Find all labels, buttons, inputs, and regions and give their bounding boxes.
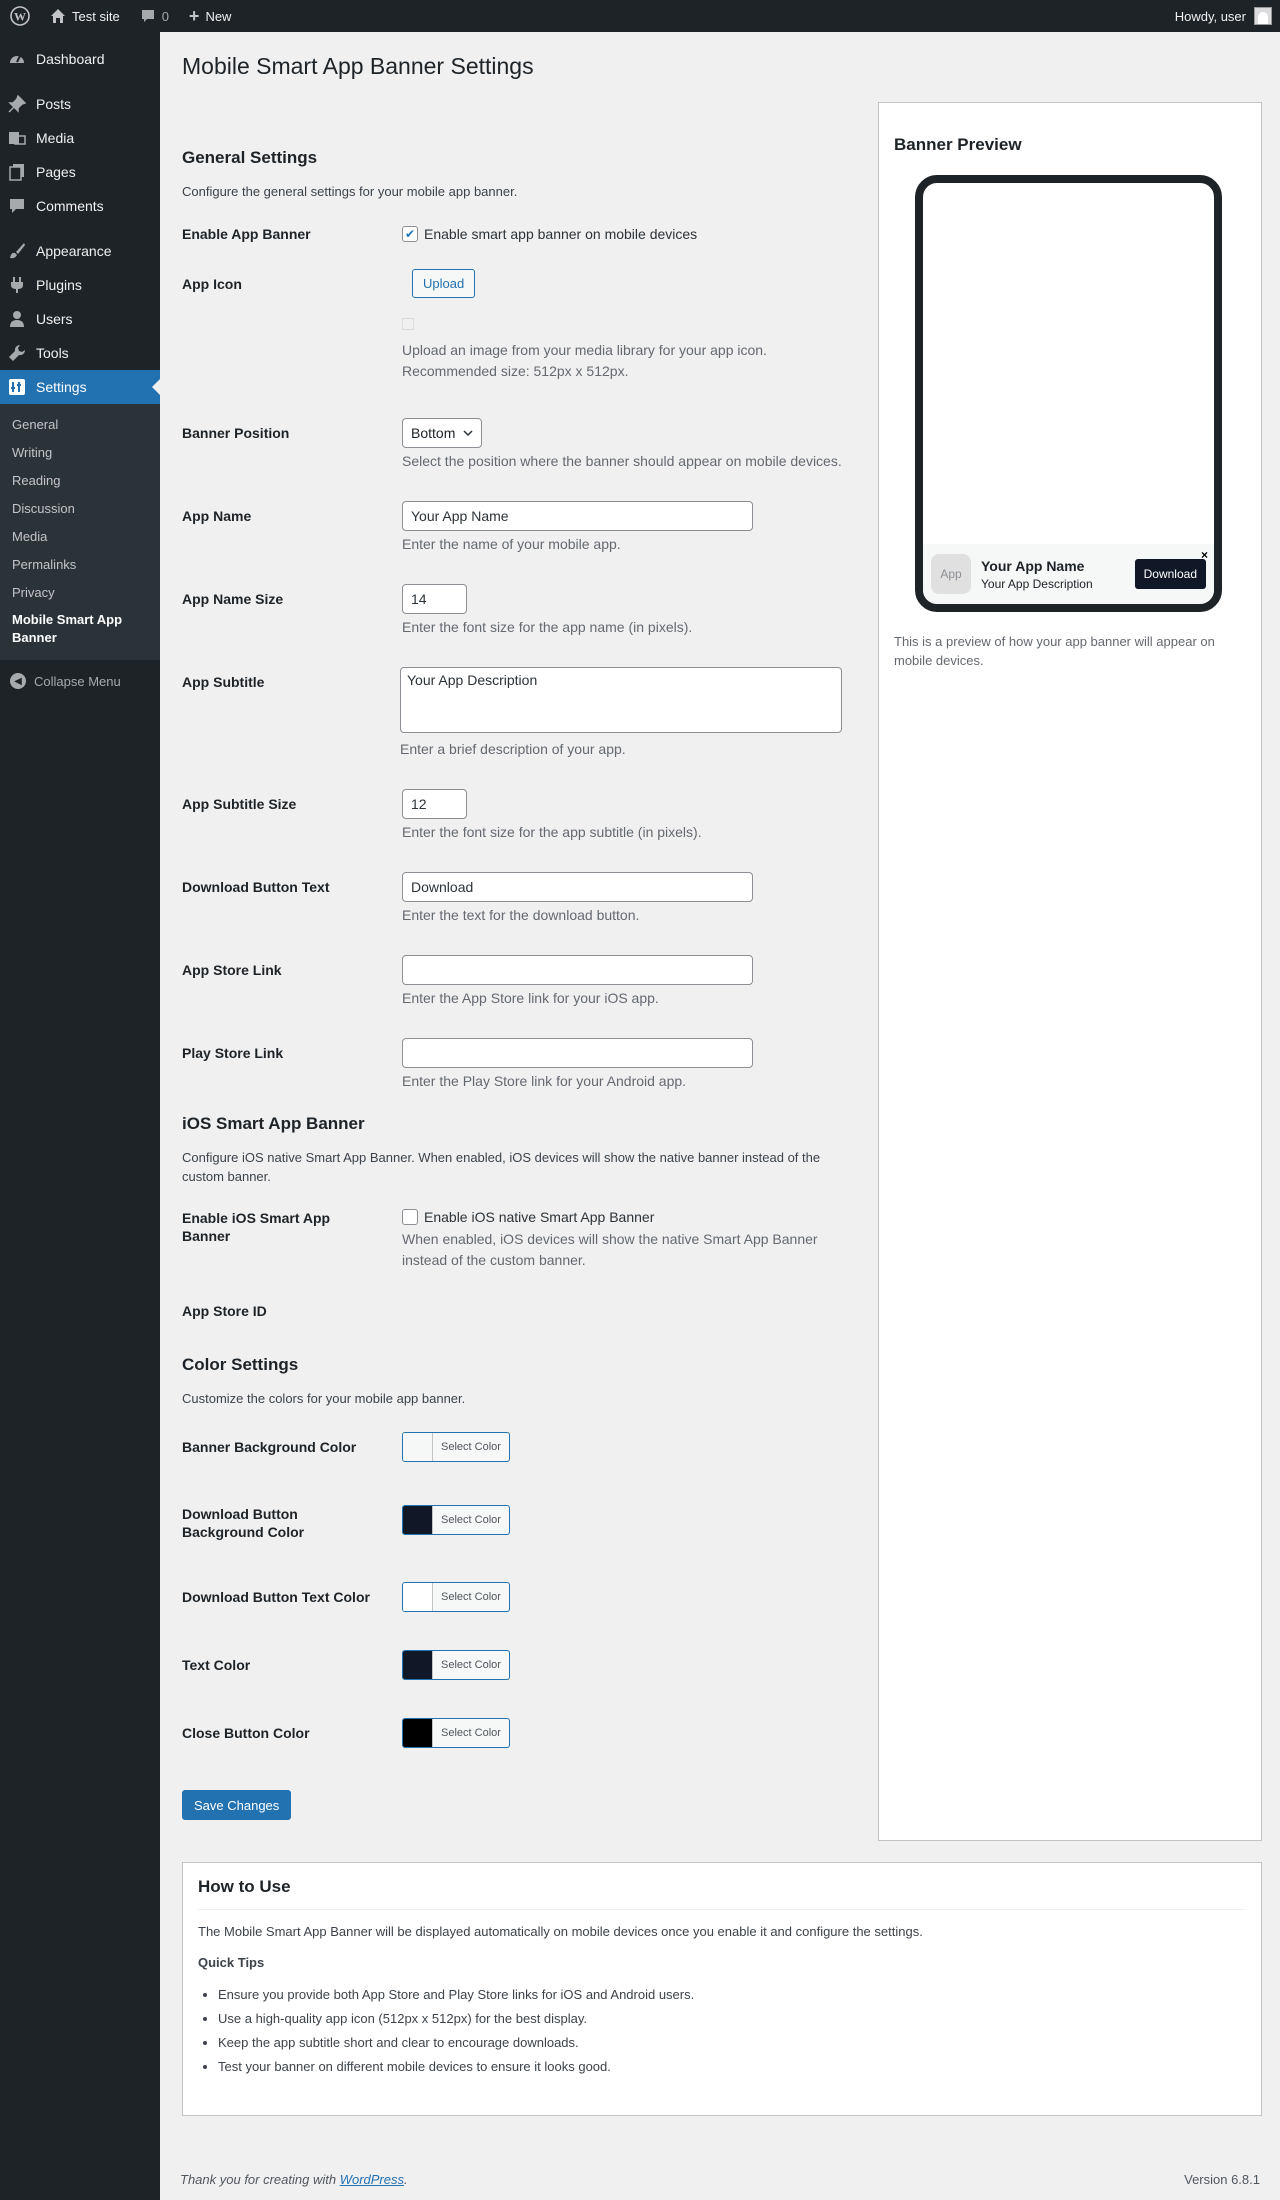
dashboard-icon — [8, 50, 26, 68]
app-subtitle-textarea[interactable] — [400, 667, 842, 733]
app-store-link-input[interactable] — [402, 955, 753, 985]
wrench-icon — [8, 344, 26, 362]
phone-mockup — [915, 175, 1222, 612]
submenu-item-privacy[interactable]: Privacy — [12, 584, 55, 600]
submenu-item-general[interactable]: General — [12, 416, 59, 432]
app-name-help: Enter the name of your mobile app. — [402, 536, 621, 552]
sidebar-item-label: Comments — [36, 198, 104, 214]
admin-bar — [0, 0, 1280, 32]
general-settings-description: Configure the general settings for your mobile app banner. — [182, 184, 518, 199]
collapse-menu-button[interactable] — [0, 664, 160, 698]
sidebar-item-label: Pages — [36, 164, 76, 180]
preview-app-subtitle: Your App Description — [981, 576, 1093, 591]
sidebar-item-settings[interactable] — [0, 370, 160, 404]
quick-tips-heading: Quick Tips — [198, 1955, 265, 1970]
how-to-use-intro: The Mobile Smart App Banner will be displayed automatically on mobile devices once you enable it and configure the settings. — [198, 1924, 923, 1939]
submenu-active-line2: Banner — [12, 630, 57, 645]
comment-icon — [140, 8, 156, 24]
list-item: • Test your banner on different mobile devices to ensure it looks good. — [218, 2059, 1246, 2075]
app-store-id-label: App Store ID — [182, 1303, 267, 1319]
submenu-item-reading[interactable]: Reading — [12, 472, 61, 488]
footer-thanks — [180, 2172, 408, 2187]
color-swatch — [403, 1506, 433, 1534]
color-swatch — [403, 1583, 433, 1611]
color-settings-heading: Color Settings — [182, 1355, 299, 1374]
submenu-item-mobile-smart-app-banner[interactable] — [0, 606, 160, 652]
play-store-link-help: Enter the Play Store link for your Android app. — [402, 1073, 687, 1089]
sidebar-item-appearance[interactable] — [0, 234, 160, 268]
color-settings-description: Customize the colors for your mobile app banner. — [182, 1391, 466, 1406]
ios-description-line1: Configure iOS native Smart App Banner. When enabled, iOS devices will show the native banner instead of the — [182, 1150, 821, 1165]
sidebar-item-users[interactable] — [0, 302, 160, 336]
submenu-active-line1: Mobile Smart App — [12, 612, 123, 627]
sidebar-item-dashboard[interactable] — [0, 42, 160, 76]
admin-footer — [180, 2172, 1260, 2187]
select-color-text: Select Color — [441, 1659, 501, 1671]
close-icon: × — [1200, 548, 1208, 562]
submenu-item-media[interactable]: Media — [12, 528, 48, 544]
download-text-input[interactable] — [402, 872, 753, 902]
ios-description-line2: custom banner. — [182, 1169, 271, 1184]
app-name-size-help: Enter the font size for the app name (in pixels). — [402, 619, 693, 635]
list-item: • Ensure you provide both App Store and Play Store links for iOS and Android users. — [218, 1987, 1246, 2003]
how-to-use-heading: How to Use — [198, 1877, 1246, 1910]
sidebar-item-label: Posts — [36, 96, 72, 112]
app-subtitle-size-input[interactable] — [402, 789, 467, 819]
icon-help-line1: Upload an image from your media library for your app icon. — [402, 342, 767, 358]
color-swatch — [403, 1719, 433, 1747]
play-store-link-input[interactable] — [402, 1038, 753, 1068]
app-subtitle-label: App Subtitle — [182, 674, 265, 690]
footer-thanks-suffix: . — [404, 2172, 408, 2187]
download-bg-color-picker[interactable] — [402, 1505, 510, 1535]
select-color-text: Select Color — [441, 1727, 501, 1739]
download-text-color-picker[interactable] — [402, 1582, 510, 1612]
collapse-menu-label: Collapse Menu — [34, 673, 121, 689]
general-settings-heading: General Settings — [182, 148, 318, 167]
sidebar-item-label: Appearance — [36, 243, 112, 259]
download-text-help: Enter the text for the download button. — [402, 907, 640, 923]
quick-tips-list — [198, 1987, 1246, 2075]
save-changes-button[interactable]: Save Changes — [182, 1790, 291, 1820]
sidebar-item-tools[interactable] — [0, 336, 160, 370]
app-name-size-label: App Name Size — [182, 591, 284, 607]
settings-icon — [8, 378, 26, 396]
app-icon-label: App Icon — [182, 276, 242, 292]
unchecked-box-icon — [402, 1209, 418, 1225]
wordpress-logo-button[interactable] — [0, 0, 40, 32]
banner-bg-color-label: Banner Background Color — [182, 1439, 357, 1455]
select-color-text: Select Color — [441, 1591, 501, 1603]
comments-link[interactable] — [130, 0, 179, 32]
sidebar-item-label: Settings — [36, 379, 87, 395]
app-name-input[interactable] — [402, 501, 753, 531]
icon-help-line2: Recommended size: 512px x 512px. — [402, 363, 629, 379]
list-item: • Use a high-quality app icon (512px x 512px) for the best display. — [218, 2011, 1246, 2027]
wordpress-logo-icon — [10, 6, 30, 26]
sidebar-item-label: Users — [36, 311, 73, 327]
app-subtitle-size-label: App Subtitle Size — [182, 796, 297, 812]
settings-submenu — [0, 404, 160, 660]
select-color-text: Select Color — [441, 1441, 501, 1453]
text-color-picker[interactable] — [402, 1650, 510, 1680]
banner-position-value: Bottom — [411, 425, 456, 441]
icon-preview-placeholder — [402, 318, 414, 330]
sidebar-item-comments[interactable] — [0, 189, 160, 223]
preview-app-icon: App — [931, 554, 971, 594]
ios-enable-text: Enable iOS native Smart App Banner — [424, 1209, 655, 1225]
app-name-size-input[interactable] — [402, 584, 467, 614]
close-button-color-label: Close Button Color — [182, 1725, 310, 1741]
preview-download-button: Download — [1135, 559, 1206, 589]
page-title: Mobile Smart App Banner Settings — [182, 53, 534, 79]
pushpin-icon — [8, 95, 26, 113]
app-store-link-label: App Store Link — [182, 962, 282, 978]
new-label: New — [205, 8, 232, 24]
app-store-link-help: Enter the App Store link for your iOS app. — [402, 990, 659, 1006]
sidebar-item-label: Plugins — [36, 277, 82, 293]
download-text-color-label: Download Button Text Color — [182, 1589, 370, 1605]
howdy-text: Howdy, user — [1174, 8, 1246, 24]
admin-sidebar — [0, 32, 160, 2200]
banner-preview-card — [878, 102, 1262, 1841]
play-store-link-label: Play Store Link — [182, 1045, 284, 1061]
banner-bg-color-picker[interactable] — [402, 1432, 510, 1462]
main-content — [182, 32, 1262, 2074]
media-icon — [8, 129, 26, 147]
download-text-label: Download Button Text — [182, 879, 330, 895]
comment-icon — [8, 197, 26, 215]
my-account[interactable] — [1175, 7, 1280, 25]
upload-button[interactable]: Upload — [412, 269, 475, 298]
plus-icon: + — [188, 5, 200, 26]
color-swatch — [403, 1433, 433, 1461]
ios-enable-help-line2: instead of the custom banner. — [402, 1252, 586, 1268]
settings-form — [182, 107, 842, 1820]
color-swatch — [403, 1651, 433, 1679]
banner-position-select[interactable] — [402, 418, 482, 448]
wordpress-link[interactable]: WordPress — [339, 2172, 404, 2187]
text-color-label: Text Color — [182, 1657, 251, 1673]
site-name-link[interactable] — [40, 0, 130, 32]
enable-banner-checkbox[interactable] — [402, 226, 697, 242]
select-color-text: Select Color — [441, 1514, 501, 1526]
banner-preview-heading: Banner Preview — [894, 135, 1022, 154]
close-button-color-picker[interactable] — [402, 1718, 510, 1748]
sidebar-item-media[interactable] — [0, 121, 160, 155]
sidebar-item-label: Media — [36, 130, 75, 146]
collapse-arrow-icon: ◀ — [10, 673, 26, 689]
brush-icon — [8, 242, 26, 260]
sidebar-item-label: Dashboard — [36, 51, 105, 67]
ios-settings-heading: iOS Smart App Banner — [182, 1114, 365, 1133]
footer-thanks-prefix: Thank you for creating with — [180, 2172, 337, 2187]
site-name: Test site — [72, 8, 120, 24]
sidebar-item-pages[interactable] — [0, 155, 160, 189]
preview-banner — [923, 544, 1214, 604]
chevron-down-icon — [463, 430, 473, 436]
avatar — [1254, 7, 1272, 25]
checkmark-icon: ✔ — [402, 226, 418, 242]
pages-icon — [8, 163, 26, 181]
svg-text:W: W — [14, 9, 26, 24]
ios-enable-help-line1: When enabled, iOS devices will show the native Smart App Banner — [402, 1231, 818, 1247]
banner-position-help: Select the position where the banner should appear on mobile devices. — [402, 453, 842, 469]
comments-count: 0 — [161, 8, 169, 24]
ios-enable-label-line2: Banner — [182, 1228, 231, 1244]
plug-icon — [8, 276, 26, 294]
app-subtitle-size-help: Enter the font size for the app subtitle (in pixels). — [402, 824, 702, 840]
list-item: • Keep the app subtitle short and clear to encourage downloads. — [218, 2035, 1246, 2051]
submenu-item-writing[interactable]: Writing — [12, 444, 53, 460]
ios-enable-checkbox[interactable] — [402, 1209, 654, 1225]
banner-position-label: Banner Position — [182, 425, 290, 441]
sidebar-item-plugins[interactable] — [0, 268, 160, 302]
how-to-use-card — [182, 1862, 1262, 2116]
sidebar-item-posts[interactable] — [0, 87, 160, 121]
home-icon — [50, 8, 66, 24]
footer-version: Version 6.8.1 — [1184, 2172, 1260, 2187]
sidebar-item-label: Tools — [36, 345, 69, 361]
download-bg-color-label-line2: Background Color — [182, 1524, 305, 1540]
submenu-item-discussion[interactable]: Discussion — [12, 500, 75, 516]
new-content-link[interactable] — [179, 0, 242, 32]
download-bg-color-label-line1: Download Button — [182, 1506, 298, 1522]
app-subtitle-help: Enter a brief description of your app. — [400, 741, 626, 757]
ios-enable-label-line1: Enable iOS Smart App — [182, 1210, 331, 1226]
preview-app-name: Your App Name — [981, 557, 1085, 574]
enable-banner-label: Enable App Banner — [182, 226, 311, 242]
app-name-label: App Name — [182, 508, 252, 524]
submenu-item-permalinks[interactable]: Permalinks — [12, 556, 77, 572]
user-icon — [8, 310, 26, 328]
enable-banner-text: Enable smart app banner on mobile devices — [424, 226, 698, 242]
preview-note: This is a preview of how your app banner will appear on mobile devices. — [894, 634, 1215, 668]
